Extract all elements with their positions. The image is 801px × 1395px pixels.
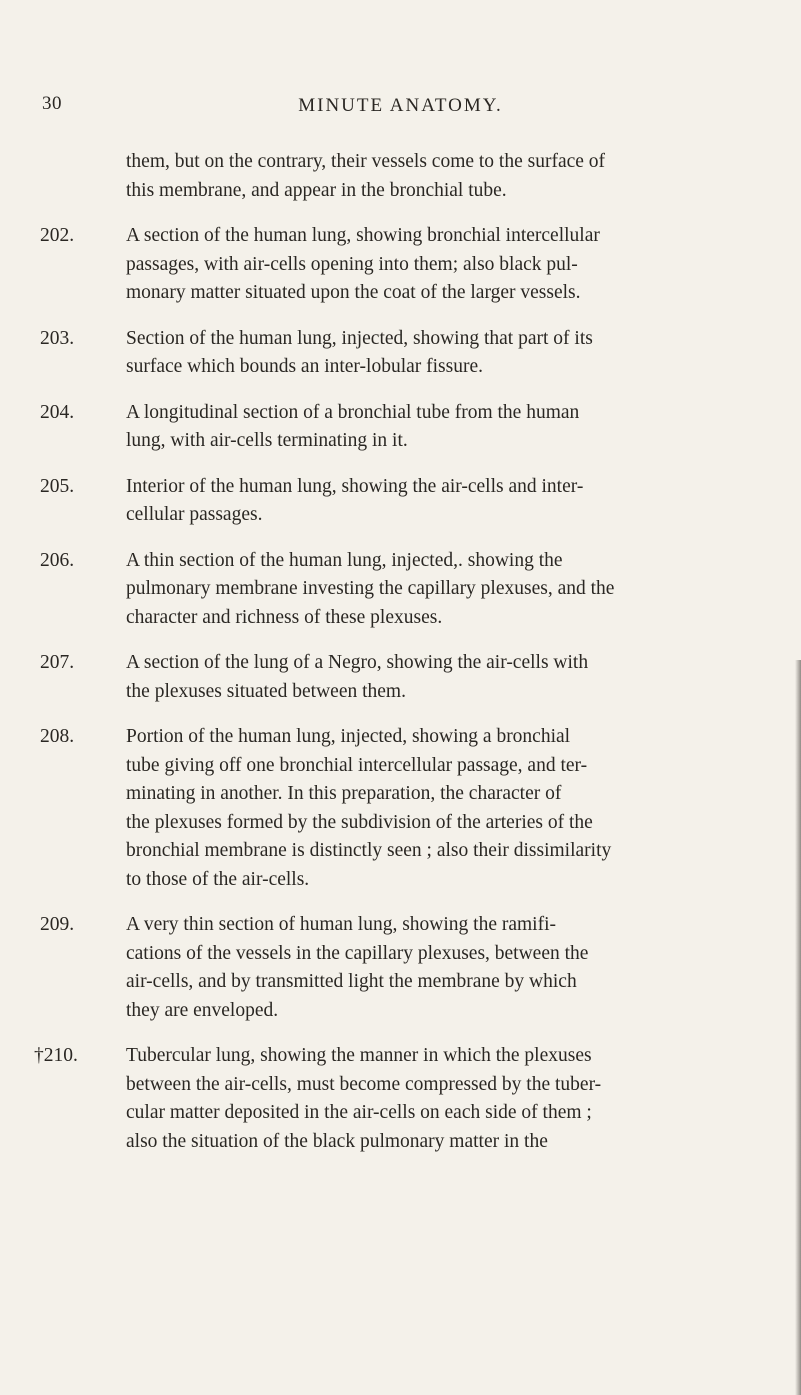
running-head: MINUTE ANATOMY. <box>298 95 503 116</box>
text-line: tube giving off one bronchial intercellular passage, and ter- <box>126 754 588 776</box>
catalogue-entries <box>34 148 760 1173</box>
entry-210 <box>34 1042 760 1156</box>
entry-number: 202. <box>40 225 75 246</box>
text-line: between the air-cells, must become compressed by the tuber- <box>126 1073 602 1095</box>
text-line: them, but on the contrary, their vessels come to the surface of <box>126 151 606 172</box>
entry-number: 206. <box>40 549 75 571</box>
text-line: this membrane, and appear in the bronchial tube. <box>126 179 507 201</box>
entry-number: †210. <box>34 1045 78 1066</box>
text-line: Portion of the human lung, injected, showing a bronchial <box>126 726 571 747</box>
entry-number: 209. <box>40 914 75 935</box>
entry-206 <box>40 547 760 633</box>
entry-204 <box>40 399 760 456</box>
text-line: pulmonary membrane investing the capillary plexuses, and the <box>126 578 615 599</box>
entry-205 <box>40 473 760 530</box>
text-line: bronchial membrane is distinctly seen ; also their dissimilarity <box>126 840 612 861</box>
entry-number: 208. <box>40 726 75 747</box>
text-line: monary matter situated upon the coat of the larger vessels. <box>126 282 581 303</box>
text-line: to those of the air-cells. <box>126 868 310 890</box>
text-line: Interior of the human lung, showing the air-cells and inter- <box>126 475 584 497</box>
entry-207 <box>40 649 760 706</box>
entry-209 <box>40 911 760 1025</box>
text-line: Tubercular lung, showing the manner in which the plexuses <box>126 1045 592 1066</box>
text-line: also the situation of the black pulmonary matter in the <box>126 1130 548 1152</box>
text-line: minating in another. In this preparation, the character of <box>126 783 562 804</box>
text-line: Section of the human lung, injected, showing that part of its <box>126 327 593 349</box>
text-line: lung, with air-cells terminating in it. <box>126 430 408 451</box>
entry-202 <box>40 222 760 308</box>
text-line: A very thin section of human lung, showing the ramifi- <box>126 914 557 935</box>
text-line: cations of the vessels in the capillary plexuses, between the <box>126 942 589 964</box>
text-line: cular matter deposited in the air-cells on each side of them ; <box>126 1102 592 1123</box>
text-line: A longitudinal section of a bronchial tube from the human <box>126 401 580 423</box>
entry-203 <box>40 325 760 382</box>
text-line: A thin section of the human lung, injected,. showing the <box>126 549 563 571</box>
text-line: the plexuses formed by the subdivision of the arteries of the <box>126 811 593 833</box>
text-line: A section of the human lung, showing bronchial intercellular <box>126 225 600 246</box>
text-line: surface which bounds an inter-lobular fissure. <box>126 356 483 377</box>
text-line: the plexuses situated between them. <box>126 680 406 702</box>
text-line: air-cells, and by transmitted light the membrane by which <box>126 971 577 992</box>
entry-number: 204. <box>40 401 75 423</box>
text-line: character and richness of these plexuses. <box>126 606 443 628</box>
entry-number: 203. <box>40 327 75 349</box>
entry-208 <box>40 723 760 894</box>
text-line: passages, with air-cells opening into them; also black pul- <box>126 253 578 275</box>
page-number: 30 <box>42 93 62 114</box>
page-edge-shadow <box>795 660 801 1395</box>
entry-number: 205. <box>40 475 75 497</box>
text-line: cellular passages. <box>126 504 263 525</box>
entry-number: 207. <box>40 652 75 673</box>
continuation-paragraph <box>40 148 760 205</box>
text-line: A section of the lung of a Negro, showing the air-cells with <box>126 652 589 673</box>
text-line: they are enveloped. <box>126 999 279 1021</box>
